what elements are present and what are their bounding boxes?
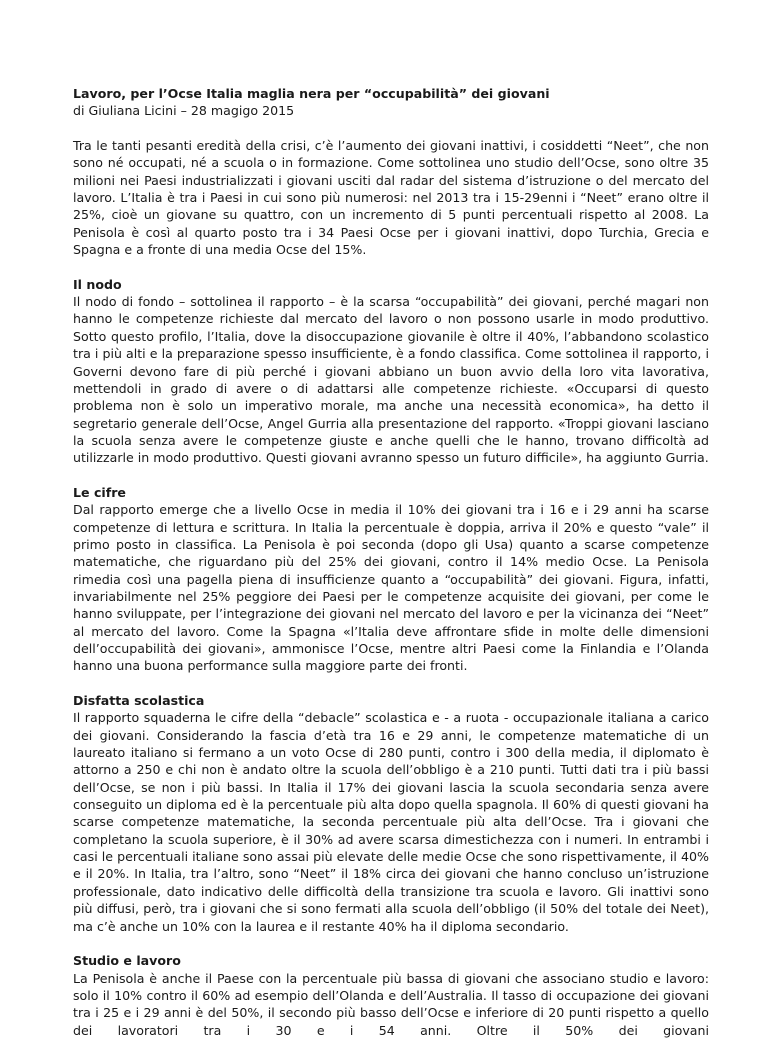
section-paragraph: La Penisola è anche il Paese con la percentuale più bassa di giovani che associano studio e lavoro: solo il 10% contro il 60% ad esempio dell’Olanda e dell’Australia. Il tasso di occupazione dei giovani tra i 25 e i 29 anni è del 50%, il secondo più basso dell’Ocse e inferiore di 20 punti rispetto a quello dei lavoratori tra i 30 e i 54 anni. Oltre il 50% dei giovani	[73, 970, 709, 1038]
article-byline: di Giuliana Licini – 28 magigo 2015	[73, 103, 295, 119]
section-heading: Studio e lavoro	[73, 953, 181, 969]
section-il-nodo	[73, 276, 709, 467]
section-heading: Il nodo	[73, 276, 122, 292]
section-studio-e-lavoro	[73, 952, 709, 1039]
intro-paragraph: Tra le tanti pesanti eredità della crisi, c’è l’aumento dei giovani inattivi, i cosiddetti “Neet”, che non sono né occupati, né a scuola o in formazione. Come sottolinea uno studio dell’Ocse, sono oltre 35 milioni nei Paesi industrializzati i giovani usciti dal radar del sistema d’istruzione o del mercato del lavoro. L’Italia è tra i Paesi in cui sono più numerosi: nel 2013 tra i 15-29enni i “Neet” erano oltre il 25%, cioè un giovane su quattro, con un incremento di 5 punti percentuali rispetto al 2008. La Penisola è così al quarto posto tra i 34 Paesi Ocse per i giovani inattivi, dopo Turchia, Grecia e Spagna e a fronte di una media Ocse del 15%.	[73, 138, 709, 258]
section-le-cifre	[73, 484, 709, 675]
section-disfatta-scolastica	[73, 692, 709, 935]
article-title: Lavoro, per l’Ocse Italia maglia nera per “occupabilità” dei giovani	[73, 86, 550, 101]
document-page	[73, 85, 709, 1056]
section-paragraph: Dal rapporto emerge che a livello Ocse in media il 10% dei giovani tra i 16 e i 29 anni ha scarse competenze di lettura e scrittura. In Italia la percentuale è doppia, arriva il 20% e questo “vale” il primo posto in classifica. La Penisola è poi seconda (dopo gli Usa) quanto a scarse competenze matematiche, che riguardano più del 25% dei giovani, contro il 14% medio Ocse. La Penisola rimedia così una pagella piena di insufficienze quanto a “occupabilità” dei giovani. Figura, infatti, invariabilmente nel 25% peggiore dei Paesi per le competenze acquisite dei giovani, per come le hanno sviluppate, per l’integrazione dei giovani nel mercato del lavoro e per la vicinanza dei “Neet” al mercato del lavoro. Come la Spagna «l’Italia deve affrontare sfide in molte delle dimensioni dell’occupabilità dei giovani», ammonisce l’Ocse, mentre altri Paesi come la Finlandia e l’Olanda hanno una buona performance sulla maggiore parte dei fronti.	[73, 502, 709, 674]
section-paragraph: Il nodo di fondo – sottolinea il rapporto – è la scarsa “occupabilità” dei giovani, perché magari non hanno le competenze richieste dal mercato del lavoro o non possono usarle in modo produttivo. Sotto questo profilo, l’Italia, dove la disoccupazione giovanile è oltre il 40%, l’abbandono scolastico tra i più alti e la preparazione spesso insufficiente, è a fondo classifica. Come sottolinea il rapporto, i Governi devono fare di più perché i giovani abbiano un buon avvio della loro vita lavorativa, mettendoli in grado di avere o di adattarsi alle competenze richieste. «Occuparsi di questo problema non è solo un imperativo morale, ma anche una necessità economica», ha detto il segretario generale dell’Ocse, Angel Gurria alla presentazione del rapporto. «Troppi giovani lasciano la scuola senza avere le competenze giuste e anche quelli che le hanno, trovano difficoltà ad utilizzarle in modo produttivo. Questi giovani avranno spesso un futuro difficile», ha aggiunto Gurria.	[73, 294, 709, 466]
section-heading: Disfatta scolastica	[73, 693, 205, 709]
section-heading: Le cifre	[73, 484, 126, 500]
section-paragraph: Il rapporto squaderna le cifre della “debacle” scolastica e - a ruota - occupazionale italiana a carico dei giovani. Considerando la fascia d’età tra 16 e 29 anni, le competenze matematiche di un laureato italiano si fermano a un voto Ocse di 280 punti, contro i 300 della media, il diplomato è attorno a 250 e chi non è andato oltre la scuola dell’obbligo è a 210 punti. Tutti dati tra i più bassi dell’Ocse, se non i più bassi. In Italia il 17% dei giovani lascia la scuola secondaria senza avere conseguito un diploma ed è la percentuale più alta dopo quella spagnola. Il 60% di questi giovani ha scarse competenze matematiche, la seconda percentuale più alta dell’Ocse. Tra i giovani che completano la scuola superiore, è il 30% ad avere scarsa dimestichezza con i numeri. In entrambi i casi le percentuali italiane sono assai più elevate delle medie Ocse che sono rispettivamente, il 40% e il 20%. In Italia, tra l’altro, sono “Neet” il 18% circa dei giovani che hanno concluso un’istruzione professionale, dato indicativo delle difficoltà della transizione tra scuola e lavoro. Gli inattivi sono più diffusi, però, tra i giovani che si sono fermati alla scuola dell’obbligo (il 50% del totale dei Neet), ma c’è anche un 10% con la laurea e il restante 40% ha il diploma secondario.	[73, 710, 709, 934]
